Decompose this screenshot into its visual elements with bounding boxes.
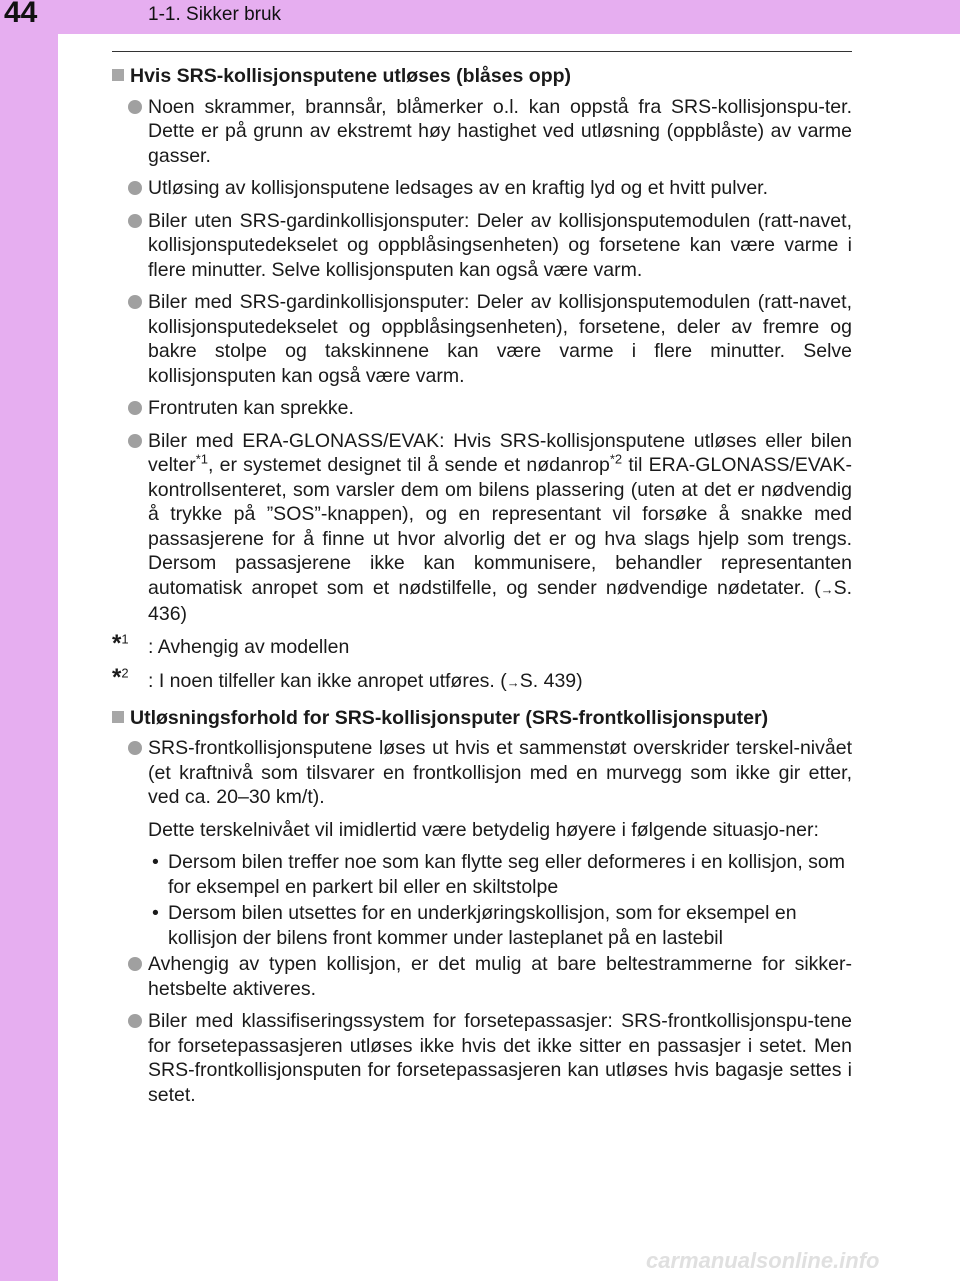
header-band xyxy=(0,0,960,34)
footnote-text: : I noen tilfeller kan ikke anropet utføres. ( xyxy=(148,670,507,692)
item-text: ) xyxy=(180,603,188,625)
footnote-text: ) xyxy=(576,670,583,692)
circle-bullet-icon xyxy=(128,181,142,195)
page-number: 44 xyxy=(4,0,38,29)
header-rule xyxy=(112,51,852,52)
item-text: Utløsing av kollisjonsputene ledsages av en kraftig lyd og et hvitt pulver. xyxy=(148,177,769,199)
arrow-right-icon: → xyxy=(820,581,834,597)
footnote-ref: 1 xyxy=(200,451,208,467)
item-text: til ERA-GLONASS/EVAK-kontrollsenteret, som varsler dem om bilens plassering (uten at det er nødvendig å trykke på ”SOS”-knappen), og en representant vil forsøke å snakke med passasjerene for å finne ut hvor alvorlig det er og hva slags hjelp som trengs. Dersom passasjerene ikke kan kommunisere, behandler representanten automatisk anropet som et nødstilfelle, og sender nødvendige nødetater. ( xyxy=(148,454,852,599)
bullet-item xyxy=(112,290,852,388)
footnote-text: : Avhengig av modellen xyxy=(148,635,350,658)
item-text: Biler med ERA-GLONASS/EVAK: Hvis SRS-kollisjonsputene utløses eller bilen velter xyxy=(148,429,852,476)
square-bullet-icon xyxy=(112,69,124,81)
bullet-item xyxy=(112,176,852,201)
bullet-item: Biler med ERA-GLONASS/EVAK: Hvis SRS-kollisjonsputene utløses eller bilen velter$^{*1}$, er systemet designet til å sende et nødanrop$^{*2}$ til ERA-GLONASS/EVAK-kontrollsenteret, som varsler dem om bilens plassering (uten at det er nødvendig å trykke på ”SOS”-knappen), og en representant vil forsøke å snakke med passasjerene for å finne ut hvor alvorlig det er og hva slags hjelp som trengs. Dersom passasjerene ikke kan kommunisere, behandler representanten automatisk anropet som et nødstilfelle, og sender nødvendige nødetater. (→S. 436) xyxy=(112,429,852,627)
page-reference: S. 436 xyxy=(148,576,852,625)
page-content xyxy=(112,62,852,1115)
circle-bullet-icon xyxy=(128,741,142,755)
item-text: SRS-frontkollisjonsputene løses ut hvis et sammenstøt overskrider terskel-nivået (et kraftnivå som tilsvarer en frontkollisjon med en murvegg som ikke gir etter, ved ca. 20–30 km/t). xyxy=(148,737,852,808)
bullet-item xyxy=(112,952,852,1001)
bullet-item xyxy=(112,396,852,421)
bullet-item xyxy=(112,209,852,283)
footnote-ref: 2 xyxy=(614,451,623,467)
paragraph-text: Dette terskelnivået vil imidlertid være betydelig høyere i følgende situasjo-ner: xyxy=(148,818,819,841)
circle-bullet-icon xyxy=(128,434,142,448)
watermark: carmanualsonline.info xyxy=(646,1248,880,1273)
item-text: Biler uten SRS-gardinkollisjonsputer: Deler av kollisjonsputemodulen (ratt-navet, kollisjonsputedekselet og oppblåsingsenheten) og forsetene kan være varme i flere minutter. Selve kollisjonsputen kan også være varm. xyxy=(148,209,852,281)
bullet-item xyxy=(112,95,852,169)
item-text: Avhengig av typen kollisjon, er det mulig at bare beltestrammerne for sikker-hetsbelte aktiveres. xyxy=(148,953,852,1000)
sub-list-item xyxy=(112,850,852,899)
circle-bullet-icon xyxy=(128,214,142,228)
item-text: Noen skrammer, brannsår, blåmerker o.l. kan oppstå fra SRS-kollisjonspu-ter. Dette er på grunn av ekstremt høy hastighet ved utløsning (oppblåste) av varme gasser. xyxy=(148,95,852,167)
heading-text: Utløsningsforhold for SRS-kollisjonsputer (SRS-frontkollisjonsputer) xyxy=(130,706,769,729)
dot-bullet-icon: • xyxy=(152,851,159,873)
section-title: 1-1. Sikker bruk xyxy=(148,4,282,25)
bullet-item xyxy=(112,1009,852,1107)
dot-bullet-icon: • xyxy=(152,902,159,924)
footnote-number: 2 xyxy=(121,665,129,681)
square-bullet-icon xyxy=(112,711,124,723)
item-text: Biler med klassifiseringssystem for forsetepassasjer: SRS-frontkollisjonspu-tene for forsetepassasjeren utløses ikke hvis det ikke sitter en passasjer i setet. Men SRS-frontkollisjonsputen for forsetepassasjeren kan utløses hvis bagasje settes i setet. xyxy=(148,1010,852,1106)
page-reference: S. 439 xyxy=(519,670,577,692)
item-text: Frontruten kan sprekke. xyxy=(148,397,354,419)
circle-bullet-icon xyxy=(128,1014,142,1028)
circle-bullet-icon xyxy=(128,401,142,415)
section-heading xyxy=(112,64,852,89)
sub-item-text: Dersom bilen treffer noe som kan flytte seg eller deformeres i en kollisjon, som for eksempel en parkert bil eller en skiltstolpe xyxy=(168,851,846,898)
circle-bullet-icon xyxy=(128,957,142,971)
arrow-right-icon: → xyxy=(506,675,520,690)
footnote: *$^2$ : I noen tilfeller kan ikke anropet utføres. (→S. 439) xyxy=(112,664,583,692)
footnote: *$^1$ : Avhengig av modellen xyxy=(112,629,350,658)
side-tab xyxy=(0,0,58,1281)
item-text: Biler med SRS-gardinkollisjonsputer: Deler av kollisjonsputemodulen (ratt-navet, kollisjonsputedekselet og oppblåsingsenheten), forsetene, deler av fremre og bakre stolpe og takskinnene kan være varme i flere minutter. Selve kollisjonsputen kan også være varm. xyxy=(148,291,852,387)
circle-bullet-icon xyxy=(128,295,142,309)
section-heading xyxy=(112,706,852,731)
bullet-item xyxy=(112,736,852,810)
sub-list-item xyxy=(112,901,852,950)
circle-bullet-icon xyxy=(128,100,142,114)
paragraph xyxy=(112,818,852,843)
sub-item-text: Dersom bilen utsettes for en underkjøringskollisjon, som for eksempel en kollisjon der bilens front kommer under lasteplanet på en lastebil xyxy=(168,902,797,949)
item-text: , er systemet designet til å sende et nødanrop xyxy=(207,454,610,476)
footnote-number: 1 xyxy=(121,630,129,646)
heading-text: Hvis SRS-kollisjonsputene utløses (blåses opp) xyxy=(130,65,572,87)
